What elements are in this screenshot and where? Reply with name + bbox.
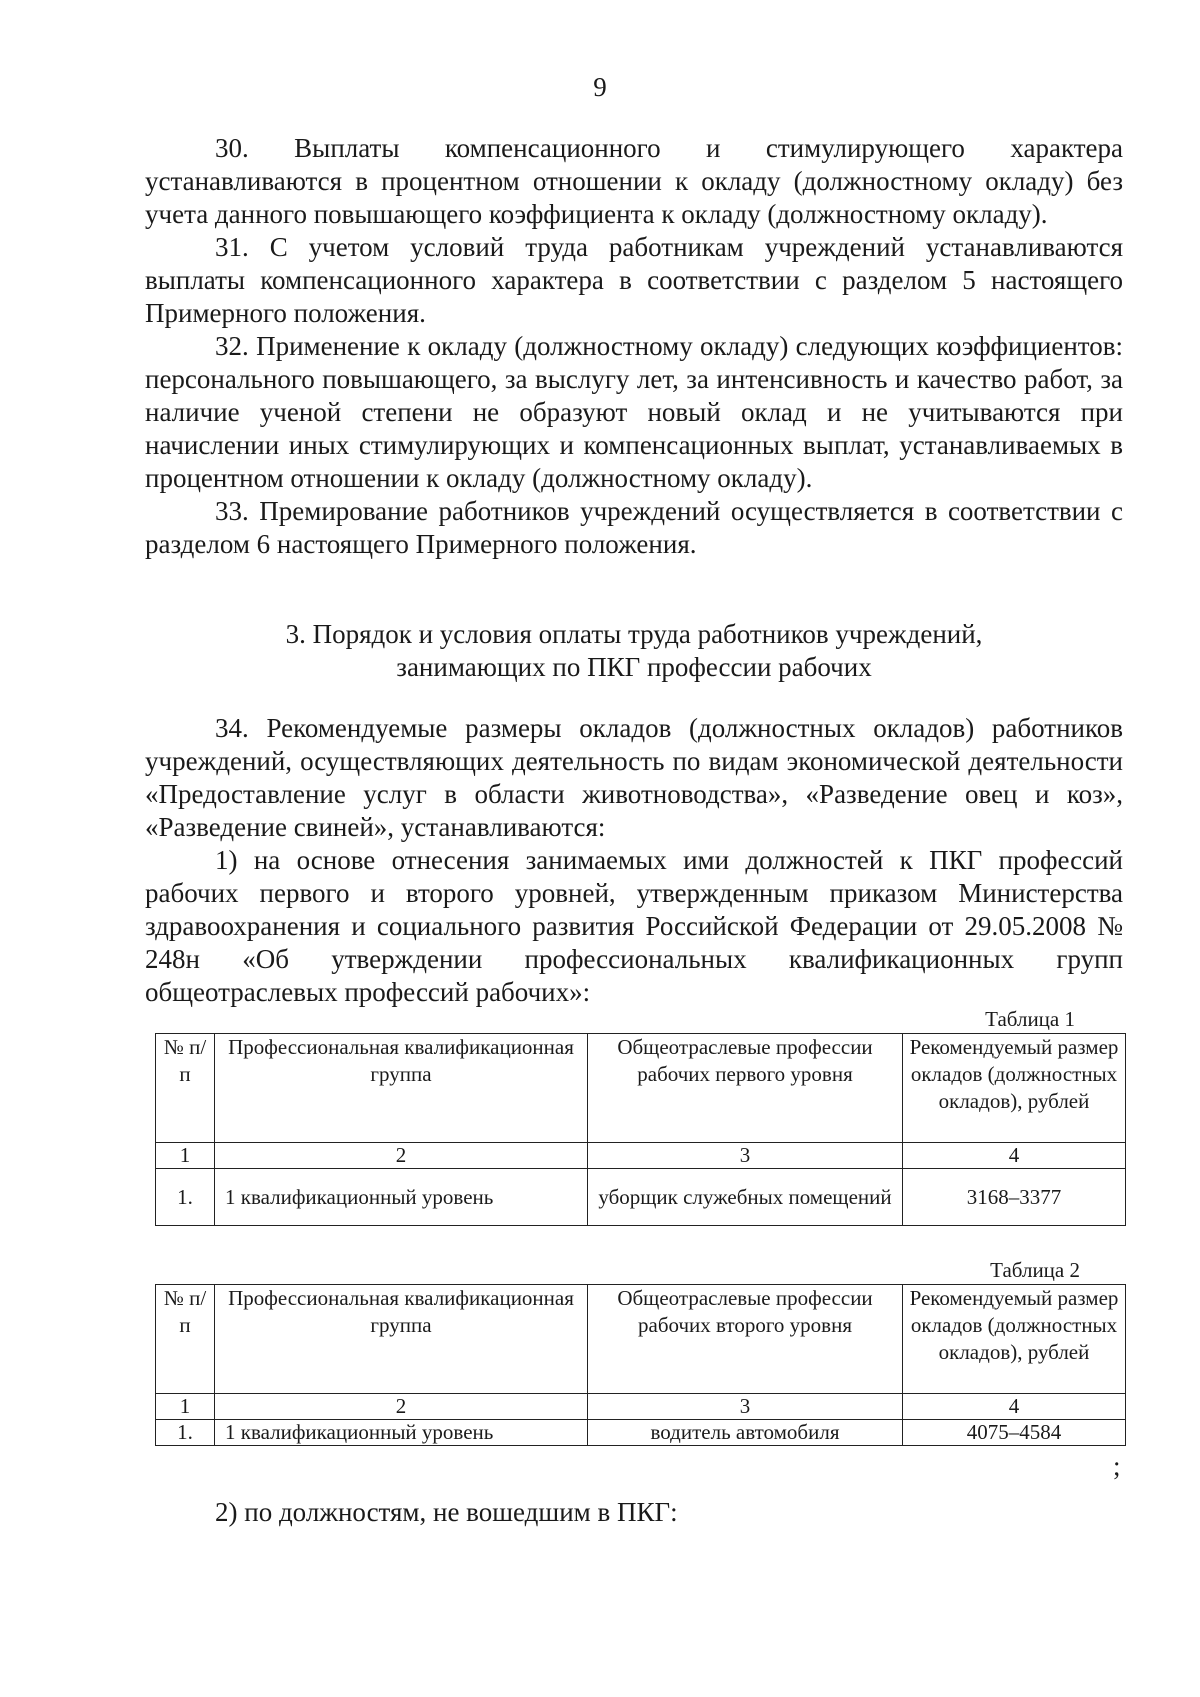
table-1-row-no: 1.	[156, 1169, 215, 1226]
table-2-colnum: 4	[903, 1394, 1126, 1420]
table-1-header-prof: Общеотраслевые профессии рабочих первого уровня	[588, 1034, 903, 1143]
table-2-column-numbers	[156, 1394, 1126, 1420]
paragraph-31: 31. С учетом условий труда работникам учреждений устанавливаются выплаты компенсационного характера в соответствии с разделом 5 настоящего Примерного положения.	[145, 232, 1123, 328]
paragraph-34: 34. Рекомендуемые размеры окладов (должностных окладов) работников учреждений, осуществляющих деятельность по видам экономической деятельности «Предоставление услуг в области животноводства», «Разведение овец и коз», «Разведение свиней», устанавливаются:	[145, 713, 1123, 842]
table-1-column-numbers	[156, 1143, 1126, 1169]
table-2-row-salary: 4075–4584	[903, 1420, 1126, 1446]
table-2-header-row	[156, 1285, 1126, 1394]
table-2-row-no: 1.	[156, 1420, 215, 1446]
table-1-caption: Таблица 1	[985, 1007, 1075, 1031]
table-1-colnum: 3	[588, 1143, 903, 1169]
table-1	[155, 1033, 1126, 1226]
table-2-header-salary: Рекомендуемый размер окладов (должностных окладов), рублей	[903, 1285, 1126, 1394]
paragraph-34-item-1: 1) на основе отнесения занимаемых ими должностей к ПКГ профессий рабочих первого и второго уровней, утвержденным приказом Министерства здравоохранения и социального развития Российской Федерации от 29.05.2008 № 248н «Об утверждении профессиональных квалификационных групп общеотраслевых профессий рабочих»:	[145, 845, 1123, 1007]
paragraph-30: 30. Выплаты компенсационного и стимулирующего характера устанавливаются в процентном отношении к окладу (должностному окладу) без учета данного повышающего коэффициента к окладу (должностному окладу).	[145, 133, 1123, 229]
table-1-colnum: 4	[903, 1143, 1126, 1169]
table-2-header-no: № п/п	[156, 1285, 215, 1394]
table-1-row-salary: 3168–3377	[903, 1169, 1126, 1226]
paragraph-34-block	[145, 712, 1123, 1009]
table-1-colnum: 1	[156, 1143, 215, 1169]
table-1-header-salary: Рекомендуемый размер окладов (должностных окладов), рублей	[903, 1034, 1126, 1143]
section-heading-line-1: 3. Порядок и условия оплаты труда работников учреждений,	[285, 619, 983, 649]
table-2-row-prof: водитель автомобиля	[588, 1420, 903, 1446]
section-heading-line-2: занимающих по ПКГ профессии рабочих	[396, 652, 872, 682]
table-row	[156, 1420, 1126, 1446]
table-1-colnum: 2	[215, 1143, 588, 1169]
paragraph-33: 33. Премирование работников учреждений осуществляется в соответствии с разделом 6 настоящего Примерного положения.	[145, 496, 1123, 559]
paragraphs-30-33	[145, 132, 1123, 561]
trailing-semicolon: ;	[1113, 1451, 1121, 1481]
table-2-colnum: 1	[156, 1394, 215, 1420]
table-2-caption: Таблица 2	[990, 1258, 1080, 1282]
table-2-header-prof: Общеотраслевые профессии рабочих второго уровня	[588, 1285, 903, 1394]
table-2-row-group: 1 квалификационный уровень	[215, 1420, 588, 1446]
section-3-heading	[145, 618, 1123, 684]
paragraph-32: 32. Применение к окладу (должностному окладу) следующих коэффициентов: персонального повышающего, за выслугу лет, за интенсивность и качество работ, за наличие ученой степени не образуют новый оклад и не учитываются при начислении иных стимулирующих и компенсационных выплат, устанавливаемых в процентном отношении к окладу (должностному окладу).	[145, 331, 1123, 493]
table-2-colnum: 3	[588, 1394, 903, 1420]
table-2-header-group: Профессиональная квалификационная группа	[215, 1285, 588, 1394]
table-1-header-row	[156, 1034, 1126, 1143]
page-number: 9	[593, 72, 607, 102]
table-1-row-group: 1 квалификационный уровень	[215, 1169, 588, 1226]
paragraph-34-item-2: 2) по должностям, не вошедшим в ПКГ:	[215, 1497, 678, 1527]
table-1-header-group: Профессиональная квалификационная группа	[215, 1034, 588, 1143]
table-2	[155, 1284, 1126, 1446]
table-1-header-no: № п/п	[156, 1034, 215, 1143]
table-1-row-prof: уборщик служебных помещений	[588, 1169, 903, 1226]
table-2-colnum: 2	[215, 1394, 588, 1420]
table-row	[156, 1169, 1126, 1226]
